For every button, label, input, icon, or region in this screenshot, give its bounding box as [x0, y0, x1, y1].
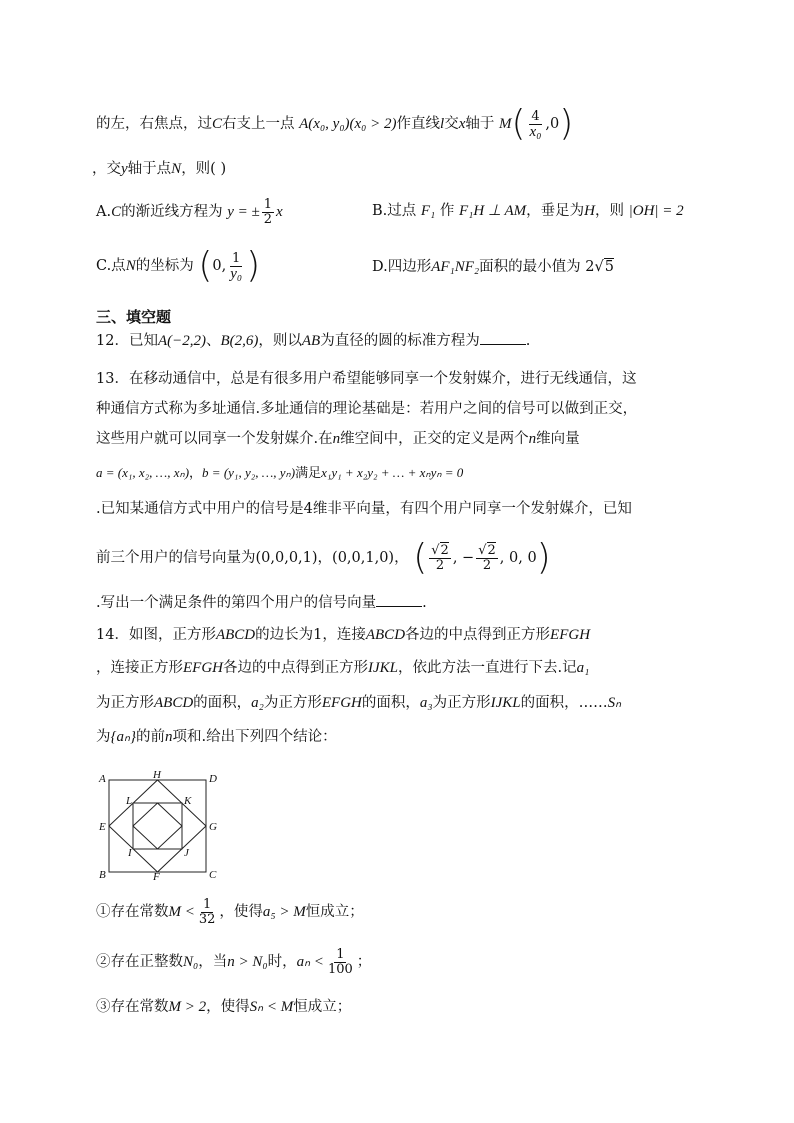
- square-ijkl: [133, 803, 182, 849]
- q14-text: 为正方形: [96, 695, 154, 711]
- q12-text: 为直径的圆的标准方程为: [320, 333, 480, 349]
- formula: AB: [301, 333, 321, 349]
- q11-n: N: [171, 161, 182, 177]
- formula: EFGH: [550, 627, 591, 643]
- option-label: B.过点: [372, 203, 417, 219]
- q14-text: 的面积，: [193, 695, 252, 711]
- conclusion-2: [96, 944, 371, 980]
- frac-den: 2: [482, 557, 492, 573]
- q14-text: ①存在常数: [96, 904, 169, 920]
- paren: ): [536, 537, 551, 578]
- option-var: C: [111, 204, 122, 220]
- fraction: [262, 198, 274, 227]
- frac-den: 100: [327, 961, 353, 977]
- fraction: [326, 948, 355, 977]
- fraction: [197, 898, 218, 927]
- fig-label: J: [184, 847, 189, 859]
- option-text: 面积的最小值为: [479, 259, 581, 275]
- q14-line2: [96, 657, 589, 679]
- q14-text: ，依此方法一直进行下去.记: [398, 660, 577, 676]
- fig-label: D: [209, 773, 217, 785]
- fig-label: F: [153, 871, 160, 880]
- formula: ABCD: [215, 627, 256, 643]
- formula: (0,0,0,1): [255, 550, 318, 566]
- q11-cond: (x₀ > 2): [349, 116, 397, 132]
- q11-line2: [92, 158, 226, 180]
- q13-text: 前三个用户的信号向量为: [96, 550, 256, 566]
- q14-text: 的前: [135, 729, 165, 745]
- q13-text: .: [422, 595, 427, 611]
- q13-line1: 13．在移动通信中，总是有很多用户希望能够同享一个发射媒介，进行无线通信，这: [96, 371, 637, 387]
- q11-text: 轴于: [465, 116, 495, 132]
- q12-text: 、: [205, 333, 221, 349]
- answer-blank[interactable]: [480, 330, 526, 345]
- q14-text: ②存在正整数: [96, 954, 183, 970]
- formula: 2: [585, 259, 595, 275]
- q14-text: 项和.给出下列四个结论：: [172, 729, 337, 745]
- option-text: ，垂足为: [526, 203, 585, 219]
- q13-line3: [96, 428, 580, 450]
- option-b: [372, 200, 684, 222]
- option-label: C.点: [96, 258, 126, 274]
- formula: M <: [168, 904, 195, 920]
- q11-text: 轴于点: [127, 161, 172, 177]
- q12-text: .: [525, 333, 531, 349]
- q14-text: ，当: [198, 954, 228, 970]
- formula: EFGH: [321, 695, 362, 711]
- sqrt-value: 2: [487, 542, 496, 558]
- q14-text: 的面积，……: [520, 695, 608, 711]
- paren: ): [246, 245, 261, 286]
- fig-label: I: [128, 847, 132, 859]
- q11-point-a: A(x₀, y₀): [299, 116, 350, 132]
- square-inner: [133, 803, 182, 849]
- formula: 0,: [212, 258, 227, 274]
- q11-text: 的左，右焦点，过: [96, 116, 212, 132]
- q14-text: ，使得: [206, 999, 250, 1015]
- q13-text: ，: [394, 550, 409, 566]
- option-text: 的坐标为: [135, 258, 194, 274]
- formula: n: [332, 431, 341, 447]
- frac-num: √2: [431, 542, 449, 558]
- formula: ABCD: [154, 695, 194, 711]
- paren: (: [198, 245, 213, 286]
- formula: n: [528, 431, 537, 447]
- q11-m-suffix: ,0: [545, 116, 560, 132]
- formula: a₂: [251, 695, 264, 711]
- frac-num: 1: [232, 250, 241, 266]
- q14-text: 为正方形: [432, 695, 491, 711]
- option-d: D.四边形AF₁NF₂面积的最小值为 2√5: [372, 259, 614, 275]
- q11-line1: [96, 104, 573, 144]
- formula: AF₁NF₂: [431, 259, 480, 275]
- fig-label: C: [209, 869, 217, 880]
- fig-label: L: [126, 795, 133, 807]
- frac-num: 1: [336, 946, 345, 962]
- frac-num: 4: [531, 108, 540, 124]
- frac-num: √2: [478, 542, 496, 558]
- q12-text: 12．已知: [96, 333, 158, 349]
- section-title: 三、填空题: [96, 308, 172, 326]
- conclusion-3: [96, 996, 351, 1018]
- q12: [96, 330, 530, 352]
- q11-text: ，交: [92, 161, 121, 177]
- q13-line7: [96, 592, 427, 614]
- option-label: A.: [96, 204, 112, 220]
- q13-text: 这些用户就可以同享一个发射媒介.在: [96, 431, 333, 447]
- q13-line6: [96, 536, 551, 580]
- formula: x₁y₁ + x₂y₂ + … + xₙyₙ = 0: [321, 465, 464, 480]
- q13-text: ，: [189, 466, 203, 481]
- conclusion-1: [96, 894, 364, 930]
- fig-label: K: [184, 795, 192, 807]
- fig-label: H: [153, 770, 161, 781]
- formula: aₙ <: [296, 954, 324, 970]
- q14-line4: [96, 726, 337, 748]
- fig-label: B: [99, 869, 106, 880]
- q13-text: 维空间中，正交的定义是两个: [340, 431, 529, 447]
- formula: H: [584, 203, 595, 219]
- q14-text: ；: [356, 954, 372, 970]
- formula: F₁H ⊥ AM: [458, 203, 527, 219]
- option-label: D.四边形: [372, 259, 432, 275]
- frac-den: y₀: [230, 265, 243, 282]
- q11-text: 右支上一点: [222, 116, 295, 132]
- q14-text: 时，: [267, 954, 297, 970]
- option-text: 的渐近线方程为: [121, 204, 223, 220]
- frac-num: 1: [203, 896, 212, 912]
- formula: y = ±: [227, 204, 260, 220]
- q14-text: 恒成立；: [305, 904, 364, 920]
- q14-text: 为: [96, 729, 111, 745]
- formula: b = (y₁, y₂, …, yₙ): [202, 465, 296, 480]
- formula: (0,0,1,0): [332, 550, 395, 566]
- q13-line4: [96, 462, 463, 485]
- q13-text: 满足: [295, 466, 322, 481]
- formula: F₁: [420, 203, 436, 219]
- formula: {aₙ}: [110, 729, 136, 745]
- formula: EFGH: [183, 660, 223, 676]
- formula: ABCD: [365, 627, 406, 643]
- q14-text: 为正方形: [263, 695, 322, 711]
- fraction: [429, 544, 451, 573]
- frac-den: x₀: [529, 123, 542, 140]
- q14-text: ③存在常数: [96, 999, 169, 1015]
- q11-c: C: [212, 116, 223, 132]
- q14-text: 各边的中点得到正方形: [223, 660, 368, 676]
- q13-text: 维向量: [536, 431, 580, 447]
- answer-blank[interactable]: [376, 592, 422, 607]
- frac-den: 2: [263, 211, 273, 227]
- q11-x: x: [458, 116, 466, 132]
- formula: Sₙ < M: [249, 999, 294, 1015]
- q14-text: 的边长为1，连接: [255, 627, 366, 643]
- formula: N₀: [183, 954, 199, 970]
- fraction: [476, 544, 498, 573]
- q14-text: 的面积，: [361, 695, 420, 711]
- formula: x: [276, 204, 283, 220]
- paren: ): [559, 103, 574, 144]
- square-efgh: [109, 780, 206, 872]
- fig-label: E: [99, 821, 106, 833]
- q14-line3: [96, 692, 621, 714]
- formula: a₁: [576, 660, 590, 676]
- formula: a₃: [419, 695, 433, 711]
- paren: (: [511, 103, 526, 144]
- frac-den: 2: [435, 557, 445, 573]
- formula: |OH| = 2: [628, 203, 684, 219]
- formula: B(2,6): [220, 333, 259, 349]
- frac-num: 1: [263, 196, 273, 212]
- formula: a₅ > M: [262, 904, 306, 920]
- option-text: ，则: [595, 203, 624, 219]
- q14-text: ，使得: [219, 904, 263, 920]
- q14-line1: [96, 624, 590, 646]
- q11-l: l: [440, 116, 445, 132]
- formula: A(−2,2): [157, 333, 206, 349]
- fraction: [228, 252, 244, 281]
- formula: n > N₀: [227, 954, 268, 970]
- formula: , −: [452, 550, 475, 566]
- formula: Sₙ: [607, 695, 622, 711]
- formula: , 0, 0: [499, 550, 537, 566]
- sqrt-value: 2: [440, 542, 449, 558]
- frac-den: 32: [198, 911, 216, 927]
- option-a: [96, 196, 283, 228]
- q14-text: ，连接正方形: [96, 660, 183, 676]
- q11-text: 交: [444, 116, 459, 132]
- q11-point-m: M: [498, 116, 512, 132]
- q13-line5: .已知某通信方式中用户的信号是4维非平向量，有四个用户同享一个发射媒介，已知: [96, 501, 632, 517]
- q12-text: ，则以: [258, 333, 302, 349]
- q11-y: y: [121, 161, 128, 177]
- formula: IJKL: [368, 660, 398, 676]
- fraction: [528, 110, 544, 139]
- q14-text: 各边的中点得到正方形: [405, 627, 551, 643]
- q13-text: ，: [317, 550, 333, 566]
- q11-text: ，则( ): [181, 161, 227, 177]
- q11-text: 作直线: [396, 116, 441, 132]
- square-abcd: [109, 780, 206, 872]
- formula: n: [164, 729, 173, 745]
- option-text: 作: [439, 203, 455, 219]
- option-var: N: [125, 258, 136, 274]
- formula: a = (x₁, x₂, …, xₙ): [96, 465, 190, 480]
- fig-label: G: [209, 821, 217, 833]
- q14-text: 14．如图，正方形: [96, 627, 216, 643]
- formula: IJKL: [490, 695, 521, 711]
- sqrt-value: 5: [604, 259, 614, 275]
- paren: (: [413, 537, 428, 578]
- nested-squares-figure: [96, 770, 226, 880]
- q14-text: 恒成立；: [293, 999, 352, 1015]
- q13-text: .写出一个满足条件的第四个用户的信号向量: [96, 595, 377, 611]
- option-c: [96, 246, 260, 286]
- formula: M > 2: [168, 999, 207, 1015]
- fig-label: A: [99, 773, 106, 785]
- q13-line2: 种通信方式称为多址通信.多址通信的理论基础是：若用户之间的信号可以做到正交，: [96, 401, 638, 417]
